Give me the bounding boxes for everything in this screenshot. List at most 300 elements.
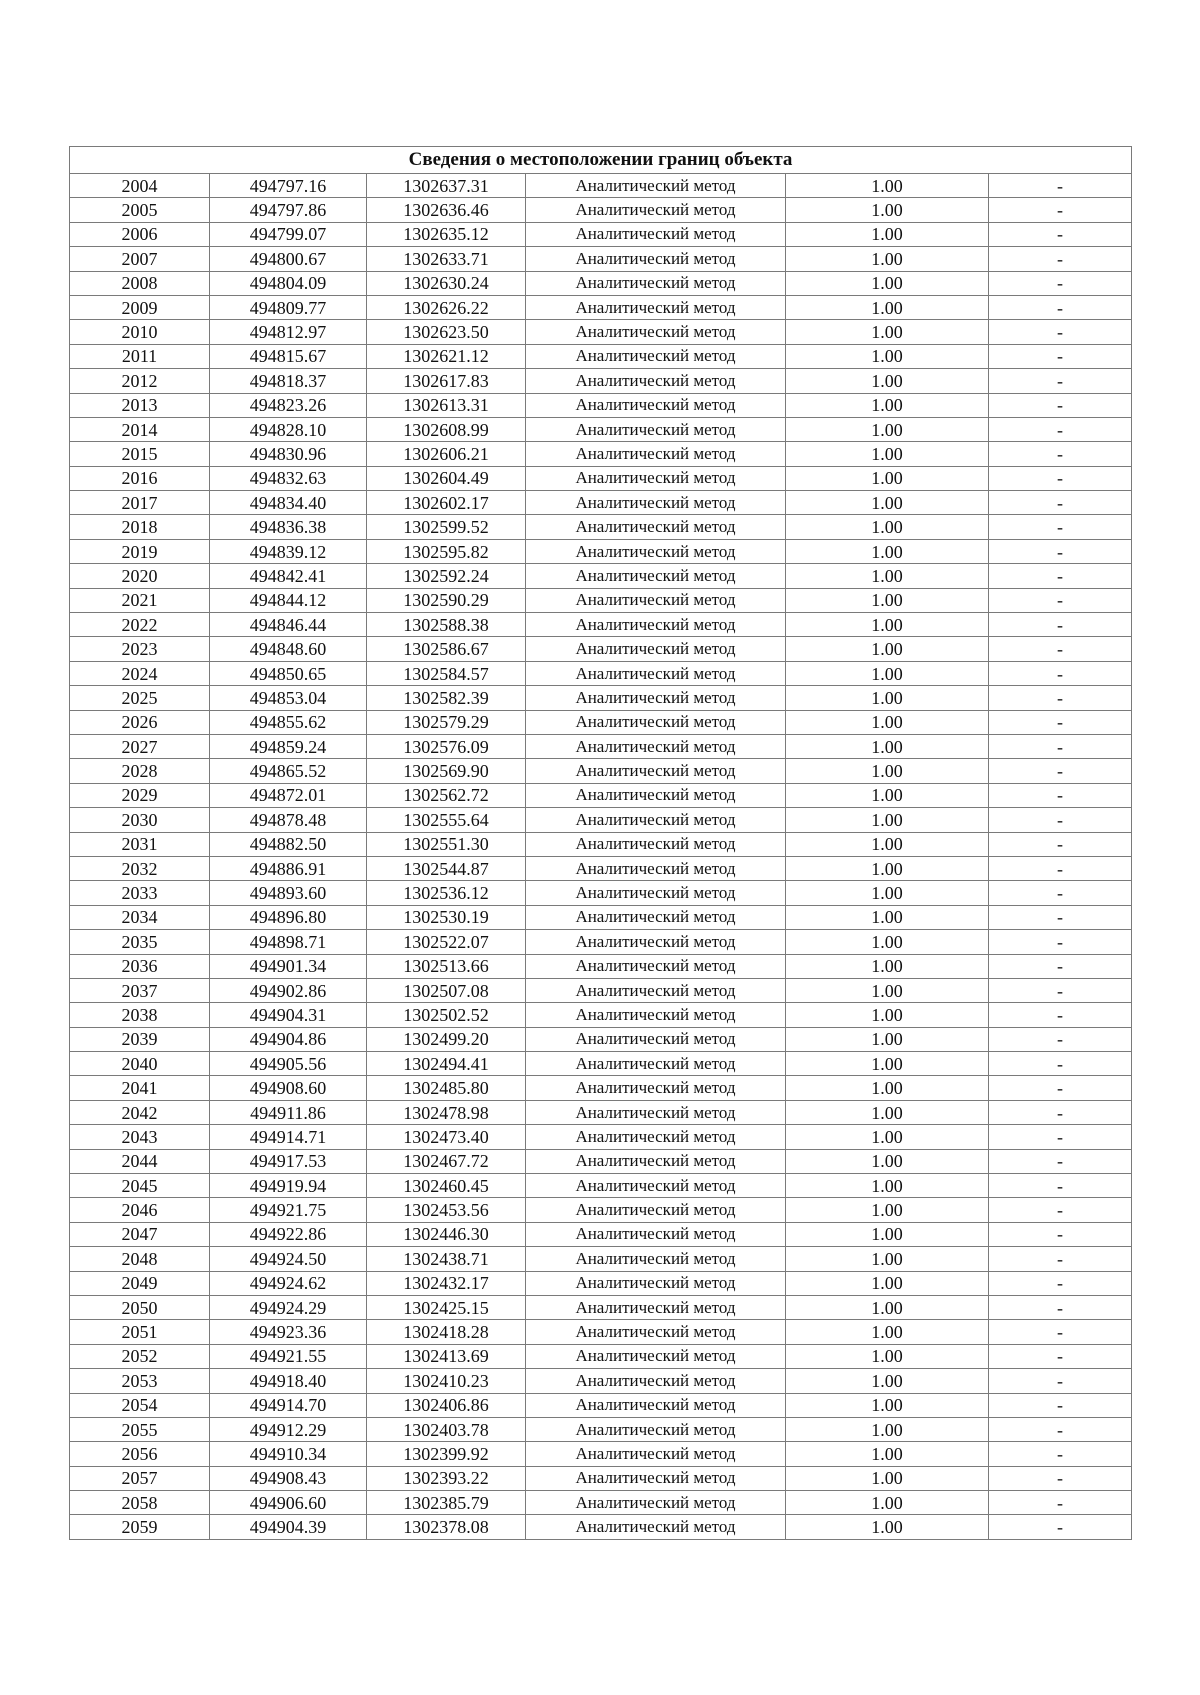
point-number-cell: 2006	[70, 222, 210, 246]
method-cell: Аналитический метод	[526, 442, 786, 466]
description-cell: -	[989, 930, 1132, 954]
table-row	[70, 783, 1132, 807]
table-row	[70, 198, 1132, 222]
description-cell: -	[989, 1247, 1132, 1271]
precision-cell: 1.00	[786, 1369, 989, 1393]
point-number-cell: 2004	[70, 174, 210, 198]
point-number-cell: 2041	[70, 1076, 210, 1100]
description-cell: -	[989, 1125, 1132, 1149]
description-cell: -	[989, 564, 1132, 588]
description-cell: -	[989, 1466, 1132, 1490]
table-row	[70, 1198, 1132, 1222]
x-coordinate-cell: 494923.36	[210, 1320, 367, 1344]
table-row	[70, 1125, 1132, 1149]
method-cell: Аналитический метод	[526, 466, 786, 490]
description-cell: -	[989, 588, 1132, 612]
precision-cell: 1.00	[786, 1295, 989, 1319]
description-cell: -	[989, 1271, 1132, 1295]
y-coordinate-cell: 1302588.38	[367, 613, 526, 637]
x-coordinate-cell: 494818.37	[210, 369, 367, 393]
table-row	[70, 930, 1132, 954]
x-coordinate-cell: 494904.39	[210, 1515, 367, 1539]
description-cell: -	[989, 539, 1132, 563]
description-cell: -	[989, 759, 1132, 783]
x-coordinate-cell: 494901.34	[210, 954, 367, 978]
table-row	[70, 1271, 1132, 1295]
x-coordinate-cell: 494859.24	[210, 734, 367, 758]
description-cell: -	[989, 1491, 1132, 1515]
description-cell: -	[989, 1076, 1132, 1100]
table-row	[70, 856, 1132, 880]
point-number-cell: 2052	[70, 1344, 210, 1368]
point-number-cell: 2011	[70, 344, 210, 368]
description-cell: -	[989, 661, 1132, 685]
y-coordinate-cell: 1302576.09	[367, 734, 526, 758]
table-row	[70, 344, 1132, 368]
point-number-cell: 2056	[70, 1442, 210, 1466]
point-number-cell: 2054	[70, 1393, 210, 1417]
description-cell: -	[989, 808, 1132, 832]
description-cell: -	[989, 1515, 1132, 1539]
precision-cell: 1.00	[786, 198, 989, 222]
table-row	[70, 539, 1132, 563]
description-cell: -	[989, 1320, 1132, 1344]
description-cell: -	[989, 295, 1132, 319]
table-row	[70, 1320, 1132, 1344]
method-cell: Аналитический метод	[526, 832, 786, 856]
y-coordinate-cell: 1302604.49	[367, 466, 526, 490]
table-row	[70, 637, 1132, 661]
method-cell: Аналитический метод	[526, 1515, 786, 1539]
table-row	[70, 588, 1132, 612]
table-row	[70, 491, 1132, 515]
x-coordinate-cell: 494886.91	[210, 856, 367, 880]
point-number-cell: 2051	[70, 1320, 210, 1344]
precision-cell: 1.00	[786, 1003, 989, 1027]
table-row	[70, 417, 1132, 441]
y-coordinate-cell: 1302633.71	[367, 247, 526, 271]
method-cell: Аналитический метод	[526, 1466, 786, 1490]
method-cell: Аналитический метод	[526, 661, 786, 685]
table-row	[70, 686, 1132, 710]
method-cell: Аналитический метод	[526, 271, 786, 295]
table-row	[70, 613, 1132, 637]
precision-cell: 1.00	[786, 442, 989, 466]
table-row	[70, 1076, 1132, 1100]
point-number-cell: 2039	[70, 1027, 210, 1051]
x-coordinate-cell: 494882.50	[210, 832, 367, 856]
description-cell: -	[989, 1027, 1132, 1051]
y-coordinate-cell: 1302393.22	[367, 1466, 526, 1490]
table-row	[70, 515, 1132, 539]
table-body	[70, 174, 1132, 1540]
table-row	[70, 1003, 1132, 1027]
table-row	[70, 1027, 1132, 1051]
y-coordinate-cell: 1302590.29	[367, 588, 526, 612]
point-number-cell: 2055	[70, 1417, 210, 1441]
point-number-cell: 2020	[70, 564, 210, 588]
y-coordinate-cell: 1302623.50	[367, 320, 526, 344]
method-cell: Аналитический метод	[526, 710, 786, 734]
x-coordinate-cell: 494908.60	[210, 1076, 367, 1100]
x-coordinate-cell: 494853.04	[210, 686, 367, 710]
y-coordinate-cell: 1302584.57	[367, 661, 526, 685]
boundary-coordinates-table	[69, 146, 1132, 1540]
method-cell: Аналитический метод	[526, 588, 786, 612]
description-cell: -	[989, 1295, 1132, 1319]
method-cell: Аналитический метод	[526, 295, 786, 319]
precision-cell: 1.00	[786, 1125, 989, 1149]
y-coordinate-cell: 1302446.30	[367, 1222, 526, 1246]
precision-cell: 1.00	[786, 734, 989, 758]
x-coordinate-cell: 494842.41	[210, 564, 367, 588]
x-coordinate-cell: 494855.62	[210, 710, 367, 734]
x-coordinate-cell: 494799.07	[210, 222, 367, 246]
method-cell: Аналитический метод	[526, 637, 786, 661]
precision-cell: 1.00	[786, 247, 989, 271]
y-coordinate-cell: 1302530.19	[367, 905, 526, 929]
table-row	[70, 393, 1132, 417]
table-row	[70, 1149, 1132, 1173]
description-cell: -	[989, 783, 1132, 807]
method-cell: Аналитический метод	[526, 539, 786, 563]
precision-cell: 1.00	[786, 539, 989, 563]
x-coordinate-cell: 494904.86	[210, 1027, 367, 1051]
point-number-cell: 2044	[70, 1149, 210, 1173]
y-coordinate-cell: 1302613.31	[367, 393, 526, 417]
precision-cell: 1.00	[786, 466, 989, 490]
table-row	[70, 442, 1132, 466]
y-coordinate-cell: 1302562.72	[367, 783, 526, 807]
y-coordinate-cell: 1302536.12	[367, 881, 526, 905]
y-coordinate-cell: 1302438.71	[367, 1247, 526, 1271]
precision-cell: 1.00	[786, 222, 989, 246]
description-cell: -	[989, 1222, 1132, 1246]
point-number-cell: 2005	[70, 198, 210, 222]
description-cell: -	[989, 1003, 1132, 1027]
point-number-cell: 2023	[70, 637, 210, 661]
y-coordinate-cell: 1302385.79	[367, 1491, 526, 1515]
method-cell: Аналитический метод	[526, 1344, 786, 1368]
table-row	[70, 710, 1132, 734]
method-cell: Аналитический метод	[526, 759, 786, 783]
x-coordinate-cell: 494872.01	[210, 783, 367, 807]
x-coordinate-cell: 494919.94	[210, 1174, 367, 1198]
x-coordinate-cell: 494924.29	[210, 1295, 367, 1319]
table-row	[70, 1515, 1132, 1539]
point-number-cell: 2035	[70, 930, 210, 954]
precision-cell: 1.00	[786, 515, 989, 539]
point-number-cell: 2047	[70, 1222, 210, 1246]
table-row	[70, 1442, 1132, 1466]
table-row	[70, 174, 1132, 198]
method-cell: Аналитический метод	[526, 247, 786, 271]
method-cell: Аналитический метод	[526, 320, 786, 344]
precision-cell: 1.00	[786, 905, 989, 929]
method-cell: Аналитический метод	[526, 613, 786, 637]
method-cell: Аналитический метод	[526, 734, 786, 758]
x-coordinate-cell: 494800.67	[210, 247, 367, 271]
description-cell: -	[989, 1369, 1132, 1393]
description-cell: -	[989, 320, 1132, 344]
point-number-cell: 2024	[70, 661, 210, 685]
description-cell: -	[989, 734, 1132, 758]
method-cell: Аналитический метод	[526, 393, 786, 417]
y-coordinate-cell: 1302595.82	[367, 539, 526, 563]
table-header-row	[70, 147, 1132, 174]
point-number-cell: 2029	[70, 783, 210, 807]
point-number-cell: 2045	[70, 1174, 210, 1198]
precision-cell: 1.00	[786, 783, 989, 807]
method-cell: Аналитический метод	[526, 856, 786, 880]
precision-cell: 1.00	[786, 393, 989, 417]
y-coordinate-cell: 1302637.31	[367, 174, 526, 198]
y-coordinate-cell: 1302399.92	[367, 1442, 526, 1466]
table-row	[70, 1295, 1132, 1319]
method-cell: Аналитический метод	[526, 1271, 786, 1295]
table-row	[70, 1100, 1132, 1124]
x-coordinate-cell: 494844.12	[210, 588, 367, 612]
precision-cell: 1.00	[786, 1515, 989, 1539]
x-coordinate-cell: 494924.62	[210, 1271, 367, 1295]
y-coordinate-cell: 1302626.22	[367, 295, 526, 319]
precision-cell: 1.00	[786, 174, 989, 198]
precision-cell: 1.00	[786, 1027, 989, 1051]
description-cell: -	[989, 1198, 1132, 1222]
y-coordinate-cell: 1302453.56	[367, 1198, 526, 1222]
point-number-cell: 2015	[70, 442, 210, 466]
precision-cell: 1.00	[786, 881, 989, 905]
precision-cell: 1.00	[786, 1271, 989, 1295]
description-cell: -	[989, 1149, 1132, 1173]
description-cell: -	[989, 491, 1132, 515]
method-cell: Аналитический метод	[526, 1295, 786, 1319]
method-cell: Аналитический метод	[526, 881, 786, 905]
x-coordinate-cell: 494910.34	[210, 1442, 367, 1466]
x-coordinate-cell: 494809.77	[210, 295, 367, 319]
x-coordinate-cell: 494823.26	[210, 393, 367, 417]
description-cell: -	[989, 686, 1132, 710]
point-number-cell: 2032	[70, 856, 210, 880]
table-row	[70, 1417, 1132, 1441]
precision-cell: 1.00	[786, 564, 989, 588]
method-cell: Аналитический метод	[526, 198, 786, 222]
method-cell: Аналитический метод	[526, 417, 786, 441]
description-cell: -	[989, 1100, 1132, 1124]
method-cell: Аналитический метод	[526, 1100, 786, 1124]
y-coordinate-cell: 1302502.52	[367, 1003, 526, 1027]
description-cell: -	[989, 222, 1132, 246]
y-coordinate-cell: 1302485.80	[367, 1076, 526, 1100]
y-coordinate-cell: 1302522.07	[367, 930, 526, 954]
description-cell: -	[989, 1442, 1132, 1466]
precision-cell: 1.00	[786, 710, 989, 734]
method-cell: Аналитический метод	[526, 1222, 786, 1246]
method-cell: Аналитический метод	[526, 783, 786, 807]
method-cell: Аналитический метод	[526, 808, 786, 832]
point-number-cell: 2018	[70, 515, 210, 539]
description-cell: -	[989, 856, 1132, 880]
y-coordinate-cell: 1302403.78	[367, 1417, 526, 1441]
y-coordinate-cell: 1302579.29	[367, 710, 526, 734]
method-cell: Аналитический метод	[526, 954, 786, 978]
method-cell: Аналитический метод	[526, 1052, 786, 1076]
point-number-cell: 2012	[70, 369, 210, 393]
x-coordinate-cell: 494898.71	[210, 930, 367, 954]
x-coordinate-cell: 494896.80	[210, 905, 367, 929]
point-number-cell: 2040	[70, 1052, 210, 1076]
x-coordinate-cell: 494848.60	[210, 637, 367, 661]
table-row	[70, 978, 1132, 1002]
table-row	[70, 1247, 1132, 1271]
point-number-cell: 2025	[70, 686, 210, 710]
x-coordinate-cell: 494906.60	[210, 1491, 367, 1515]
precision-cell: 1.00	[786, 1174, 989, 1198]
point-number-cell: 2022	[70, 613, 210, 637]
x-coordinate-cell: 494836.38	[210, 515, 367, 539]
precision-cell: 1.00	[786, 613, 989, 637]
table-row	[70, 905, 1132, 929]
point-number-cell: 2048	[70, 1247, 210, 1271]
x-coordinate-cell: 494918.40	[210, 1369, 367, 1393]
method-cell: Аналитический метод	[526, 222, 786, 246]
x-coordinate-cell: 494905.56	[210, 1052, 367, 1076]
x-coordinate-cell: 494904.31	[210, 1003, 367, 1027]
description-cell: -	[989, 247, 1132, 271]
point-number-cell: 2014	[70, 417, 210, 441]
method-cell: Аналитический метод	[526, 1320, 786, 1344]
y-coordinate-cell: 1302410.23	[367, 1369, 526, 1393]
x-coordinate-cell: 494797.86	[210, 198, 367, 222]
table-row	[70, 1491, 1132, 1515]
y-coordinate-cell: 1302602.17	[367, 491, 526, 515]
precision-cell: 1.00	[786, 295, 989, 319]
point-number-cell: 2049	[70, 1271, 210, 1295]
description-cell: -	[989, 1393, 1132, 1417]
precision-cell: 1.00	[786, 1100, 989, 1124]
y-coordinate-cell: 1302467.72	[367, 1149, 526, 1173]
precision-cell: 1.00	[786, 588, 989, 612]
y-coordinate-cell: 1302413.69	[367, 1344, 526, 1368]
y-coordinate-cell: 1302507.08	[367, 978, 526, 1002]
y-coordinate-cell: 1302635.12	[367, 222, 526, 246]
x-coordinate-cell: 494893.60	[210, 881, 367, 905]
point-number-cell: 2013	[70, 393, 210, 417]
description-cell: -	[989, 881, 1132, 905]
precision-cell: 1.00	[786, 1247, 989, 1271]
description-cell: -	[989, 978, 1132, 1002]
x-coordinate-cell: 494911.86	[210, 1100, 367, 1124]
x-coordinate-cell: 494917.53	[210, 1149, 367, 1173]
point-number-cell: 2058	[70, 1491, 210, 1515]
y-coordinate-cell: 1302460.45	[367, 1174, 526, 1198]
precision-cell: 1.00	[786, 930, 989, 954]
x-coordinate-cell: 494922.86	[210, 1222, 367, 1246]
table-row	[70, 564, 1132, 588]
table-row	[70, 271, 1132, 295]
point-number-cell: 2057	[70, 1466, 210, 1490]
precision-cell: 1.00	[786, 1052, 989, 1076]
point-number-cell: 2050	[70, 1295, 210, 1319]
table-title: Сведения о местоположении границ объекта	[70, 147, 1132, 174]
x-coordinate-cell: 494797.16	[210, 174, 367, 198]
method-cell: Аналитический метод	[526, 686, 786, 710]
description-cell: -	[989, 1344, 1132, 1368]
precision-cell: 1.00	[786, 1149, 989, 1173]
method-cell: Аналитический метод	[526, 344, 786, 368]
precision-cell: 1.00	[786, 1344, 989, 1368]
method-cell: Аналитический метод	[526, 1076, 786, 1100]
y-coordinate-cell: 1302608.99	[367, 417, 526, 441]
table-row	[70, 222, 1132, 246]
method-cell: Аналитический метод	[526, 1417, 786, 1441]
method-cell: Аналитический метод	[526, 1174, 786, 1198]
x-coordinate-cell: 494914.70	[210, 1393, 367, 1417]
table-row	[70, 1369, 1132, 1393]
x-coordinate-cell: 494828.10	[210, 417, 367, 441]
method-cell: Аналитический метод	[526, 1198, 786, 1222]
precision-cell: 1.00	[786, 1076, 989, 1100]
method-cell: Аналитический метод	[526, 1247, 786, 1271]
description-cell: -	[989, 417, 1132, 441]
y-coordinate-cell: 1302425.15	[367, 1295, 526, 1319]
point-number-cell: 2028	[70, 759, 210, 783]
x-coordinate-cell: 494830.96	[210, 442, 367, 466]
y-coordinate-cell: 1302599.52	[367, 515, 526, 539]
method-cell: Аналитический метод	[526, 1442, 786, 1466]
point-number-cell: 2030	[70, 808, 210, 832]
point-number-cell: 2027	[70, 734, 210, 758]
description-cell: -	[989, 905, 1132, 929]
table-row	[70, 1222, 1132, 1246]
table-row	[70, 320, 1132, 344]
x-coordinate-cell: 494912.29	[210, 1417, 367, 1441]
point-number-cell: 2021	[70, 588, 210, 612]
x-coordinate-cell: 494924.50	[210, 1247, 367, 1271]
y-coordinate-cell: 1302544.87	[367, 856, 526, 880]
y-coordinate-cell: 1302499.20	[367, 1027, 526, 1051]
description-cell: -	[989, 442, 1132, 466]
method-cell: Аналитический метод	[526, 491, 786, 515]
description-cell: -	[989, 710, 1132, 734]
y-coordinate-cell: 1302586.67	[367, 637, 526, 661]
point-number-cell: 2043	[70, 1125, 210, 1149]
x-coordinate-cell: 494839.12	[210, 539, 367, 563]
table-row	[70, 466, 1132, 490]
y-coordinate-cell: 1302569.90	[367, 759, 526, 783]
precision-cell: 1.00	[786, 759, 989, 783]
description-cell: -	[989, 174, 1132, 198]
point-number-cell: 2046	[70, 1198, 210, 1222]
table-row	[70, 1052, 1132, 1076]
description-cell: -	[989, 1052, 1132, 1076]
description-cell: -	[989, 466, 1132, 490]
precision-cell: 1.00	[786, 369, 989, 393]
description-cell: -	[989, 832, 1132, 856]
x-coordinate-cell: 494804.09	[210, 271, 367, 295]
method-cell: Аналитический метод	[526, 174, 786, 198]
y-coordinate-cell: 1302606.21	[367, 442, 526, 466]
x-coordinate-cell: 494815.67	[210, 344, 367, 368]
precision-cell: 1.00	[786, 320, 989, 344]
table-row	[70, 295, 1132, 319]
y-coordinate-cell: 1302478.98	[367, 1100, 526, 1124]
method-cell: Аналитический метод	[526, 1125, 786, 1149]
description-cell: -	[989, 613, 1132, 637]
point-number-cell: 2034	[70, 905, 210, 929]
precision-cell: 1.00	[786, 832, 989, 856]
point-number-cell: 2009	[70, 295, 210, 319]
